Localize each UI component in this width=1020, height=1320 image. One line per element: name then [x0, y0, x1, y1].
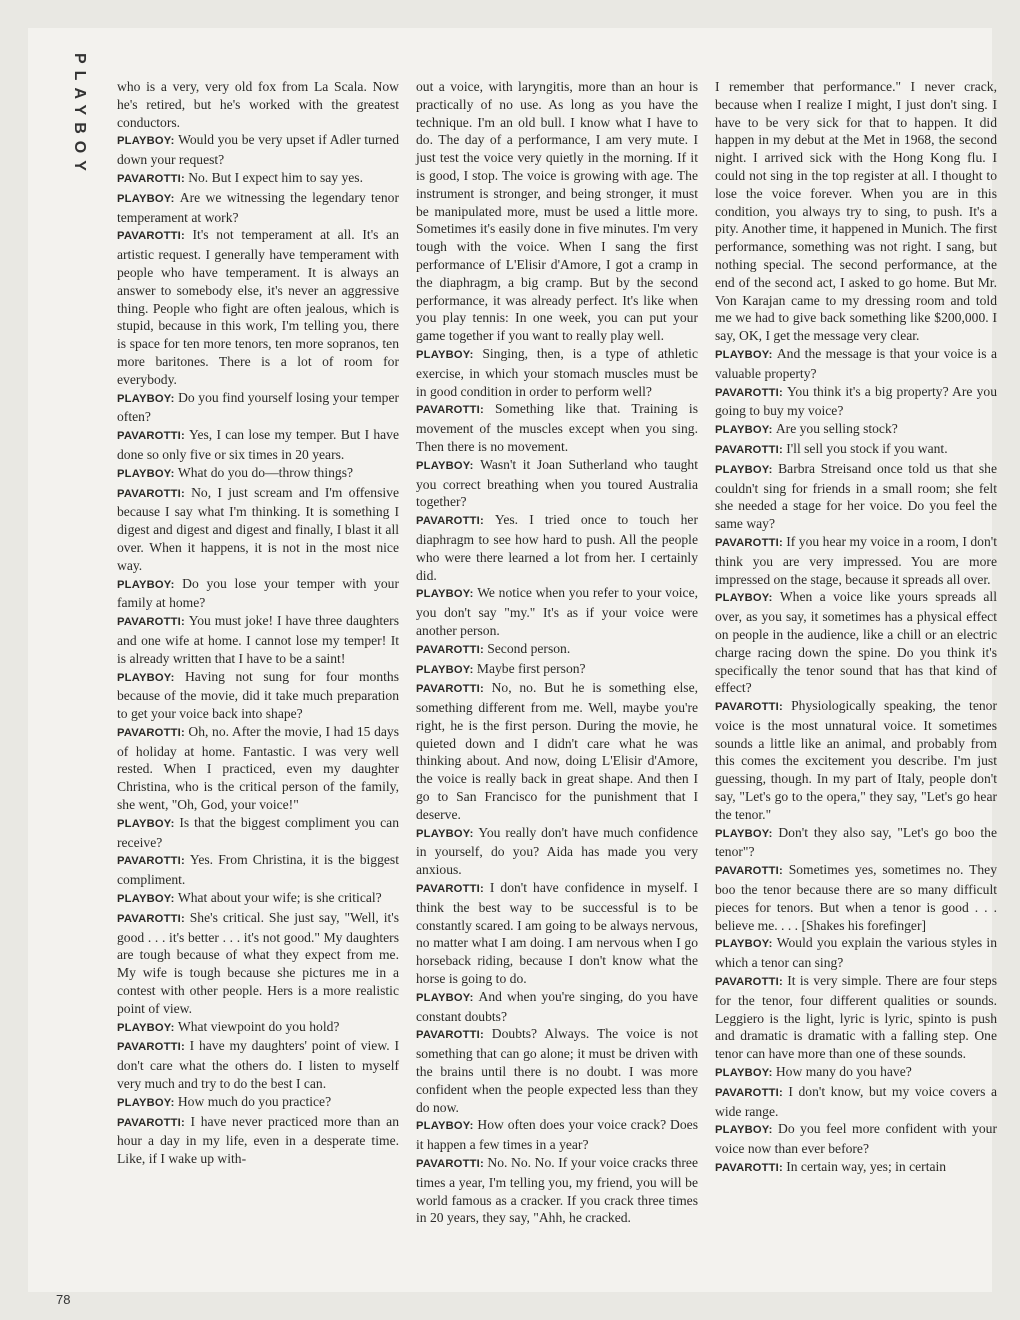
- speaker-label: PAVAROTTI:: [715, 1162, 783, 1175]
- interview-paragraph-pavarotti: [715, 697, 997, 824]
- interview-paragraph-playboy: [416, 456, 698, 511]
- speaker-label: PAVAROTTI:: [117, 230, 185, 243]
- interview-paragraph-playboy: [117, 1018, 399, 1038]
- paragraph-text: How many do you have?: [775, 1064, 912, 1080]
- speaker-label: PLAYBOY:: [117, 671, 175, 684]
- interview-paragraph-playboy: [117, 464, 399, 484]
- speaker-label: PLAYBOY:: [715, 1124, 773, 1137]
- text-column-3: [715, 78, 997, 1178]
- paragraph-text: Would you explain the various styles in which a tenor can sing?: [715, 935, 998, 971]
- paragraph-text: Having not sung for four months because of the movie, did it take much preparation to get your voice back into shape?: [117, 668, 399, 722]
- paragraph-text: Doubts? Always. The voice is not something that can go alone; it must be driven with the brains until there is no doubt. I was more confident when the people expected less than they do now.: [416, 1026, 698, 1115]
- page-number: 78: [56, 1292, 71, 1307]
- paragraph-text: She's critical. She just say, "Well, it's good . . . it's better . . . it's not good." My daughters are tough because of what they expect from me. My wife is tough because she pictures me in a contest with other people. Hers is a more realistic point of view.: [117, 909, 400, 1016]
- paragraph-text: Wasn't it Joan Sutherland who taught you correct breathing when you toured Australia together?: [416, 456, 698, 510]
- interview-paragraph-pavarotti: [117, 484, 399, 575]
- speaker-label: PLAYBOY:: [117, 817, 175, 830]
- speaker-label: PLAYBOY:: [117, 467, 175, 480]
- speaker-label: PAVAROTTI:: [715, 386, 783, 399]
- paragraph-text: Yes, I can lose my temper. But I have done so only five or six times in 20 years.: [117, 427, 399, 462]
- text-column-2: [416, 78, 698, 1227]
- paragraph-text: Something like that. Training is movement of the muscles except when you sing. Then there is no movement.: [416, 401, 698, 454]
- paragraph-text: In certain way, yes; in certain: [786, 1159, 947, 1175]
- interview-paragraph-playboy: [715, 934, 997, 972]
- paragraph-text: And the message is that your voice is a valuable property?: [715, 345, 997, 381]
- interview-paragraph-playboy: [117, 575, 399, 613]
- magazine-page: [28, 28, 998, 1307]
- interview-paragraph-pavarotti: [715, 1158, 997, 1178]
- interview-paragraph-playboy: [715, 1120, 997, 1158]
- speaker-label: PLAYBOY:: [416, 459, 474, 472]
- interview-paragraph-playboy: [715, 345, 997, 383]
- speaker-label: PAVAROTTI:: [715, 976, 783, 989]
- speaker-label: PLAYBOY:: [117, 1096, 175, 1109]
- paragraph-text: I have never practiced more than an hour a day in my life, even in a desperate time. Like, if I wake up with-: [117, 1113, 399, 1167]
- speaker-label: PLAYBOY:: [416, 588, 474, 601]
- interview-paragraph-pavarotti: [117, 723, 399, 814]
- speaker-label: PLAYBOY:: [715, 827, 773, 840]
- paragraph-text: Are you selling stock?: [775, 421, 898, 437]
- interview-paragraph-playboy: [117, 131, 399, 169]
- speaker-label: PLAYBOY:: [715, 424, 773, 437]
- speaker-label: PLAYBOY:: [416, 991, 474, 1004]
- speaker-label: PAVAROTTI:: [416, 883, 484, 896]
- interview-paragraph-playboy: [117, 668, 399, 723]
- speaker-label: PAVAROTTI:: [715, 1086, 783, 1099]
- paragraph-text: No. But I expect him to say yes.: [188, 169, 363, 185]
- interview-paragraph-pavarotti: [416, 879, 698, 988]
- interview-paragraph-continued: [715, 78, 997, 345]
- paragraph-text: Singing, then, is a type of athletic exercise, in which your stomach muscles must be in good condition in order to perform well?: [416, 345, 698, 399]
- interview-paragraph-pavarotti: [117, 169, 399, 189]
- interview-paragraph-pavarotti: [416, 1025, 698, 1116]
- speaker-label: PAVAROTTI:: [117, 1116, 185, 1129]
- paragraph-text: Do you feel more confident with your voice now than ever before?: [715, 1121, 998, 1157]
- paragraph-text: Sometimes yes, sometimes no. They boo the tenor because there are so many difficult pieces for tenors. But when a tenor is good . . . believe me. . . . [Shakes his forefinger]: [715, 862, 998, 933]
- interview-paragraph-pavarotti: [715, 972, 997, 1063]
- speaker-label: PLAYBOY:: [117, 392, 175, 405]
- interview-paragraph-pavarotti: [117, 426, 399, 464]
- speaker-label: PAVAROTTI:: [416, 515, 484, 528]
- paragraph-text: How often does your voice crack? Does it happen a few times in a year?: [416, 1117, 698, 1153]
- speaker-label: PAVAROTTI:: [117, 172, 185, 185]
- interview-paragraph-playboy: [416, 824, 698, 879]
- interview-paragraph-pavarotti: [117, 612, 399, 667]
- paragraph-text: How much do you practice?: [177, 1093, 332, 1109]
- speaker-label: PAVAROTTI:: [117, 726, 185, 739]
- paragraph-text: Barbra Streisand once told us that she couldn't sing for friends in a small room; she felt she needed a stage for her voice. Do you feel the same way?: [715, 460, 997, 532]
- paragraph-text: Are we witnessing the legendary tenor temperament at work?: [117, 189, 399, 225]
- interview-paragraph-playboy: [715, 824, 997, 862]
- speaker-label: PAVAROTTI:: [416, 683, 484, 696]
- speaker-label: PLAYBOY:: [117, 893, 175, 906]
- speaker-label: PAVAROTTI:: [416, 1029, 484, 1042]
- speaker-label: PAVAROTTI:: [117, 430, 185, 443]
- speaker-label: PLAYBOY:: [715, 592, 773, 605]
- paragraph-text: And when you're singing, do you have constant doubts?: [416, 988, 698, 1024]
- speaker-label: PAVAROTTI:: [117, 912, 185, 925]
- interview-paragraph-playboy: [416, 584, 698, 639]
- paragraph-text: out a voice, with laryngitis, more than an hour is practically of no use. As long as you have the technique. I'm an old bull. I know what I have to do. The day of a performance, I am very mute. I just test the voice very quietly in the morning. If it is good, I stop. The voice is growing with age. The instrument is stronger, and being stronger, it must be manipulated more, must be used a little more. Sometimes it's easily done in five minutes. I'm very tough with the voice. When I sang the first performance of L'Elisir d'Amore, I got a cramp in the diaphragm, a big cramp. But by the second performance, it was already perfect. It's like when you play tennis: In one week, you can put your game together if you want to really play well.: [416, 79, 698, 344]
- speaker-label: PLAYBOY:: [416, 348, 474, 361]
- interview-paragraph-playboy: [117, 389, 399, 427]
- speaker-label: PLAYBOY:: [715, 463, 773, 476]
- speaker-label: PAVAROTTI:: [117, 1041, 185, 1054]
- speaker-label: PLAYBOY:: [715, 1067, 773, 1080]
- interview-paragraph-pavarotti: [416, 679, 698, 823]
- paragraph-text: I have my daughters' point of view. I don't care what the others do. I listen to myself very much and try to do the best I can.: [117, 1038, 399, 1092]
- interview-paragraph-playboy: [117, 889, 399, 909]
- paragraph-text: Maybe first person?: [476, 660, 586, 676]
- paragraph-text: You think it's a big property? Are you going to buy my voice?: [715, 383, 997, 419]
- speaker-label: PLAYBOY:: [715, 938, 773, 951]
- interview-paragraph-playboy: [715, 588, 997, 697]
- interview-paragraph-playboy: [416, 660, 698, 680]
- interview-paragraph-pavarotti: [715, 533, 997, 588]
- paragraph-text: Do you find yourself losing your temper often?: [117, 389, 399, 425]
- interview-paragraph-playboy: [416, 1116, 698, 1154]
- magazine-side-label: PLAYBOY: [71, 53, 88, 178]
- paragraph-text: You really don't have much confidence in yourself, do you? Aida has made you very anxious.: [416, 824, 699, 878]
- paragraph-text: What about your wife; is she critical?: [177, 890, 382, 906]
- interview-paragraph-continued: [117, 78, 399, 131]
- paragraph-text: Oh, no. After the movie, I had 15 days of holiday at home. Fantastic. I was very well rested. When I practiced, even my daughter Christina, who is the critical person of the family, she went, "Oh, God, your voice!": [117, 723, 399, 813]
- paragraph-text: We notice when you refer to your voice, you don't say "my." It's as if your voice were another person.: [416, 585, 699, 638]
- interview-paragraph-pavarotti: [416, 400, 698, 455]
- paragraph-text: I don't know, but my voice covers a wide range.: [715, 1083, 997, 1119]
- speaker-label: PLAYBOY:: [416, 663, 474, 676]
- paragraph-text: Would you be very upset if Adler turned down your request?: [117, 132, 399, 168]
- paragraph-text: Yes. I tried once to touch her diaphragm to see how hard to push. All the people who were there learned a lot from her. I certainly did.: [416, 512, 698, 583]
- paragraph-text: If you hear my voice in a room, I don't think you are very impressed. You are more impressed on the stage, because it spreads all over.: [715, 533, 997, 587]
- speaker-label: PAVAROTTI:: [117, 487, 185, 500]
- interview-paragraph-pavarotti: [416, 1154, 698, 1227]
- paragraph-text: It is very simple. There are four steps for the tenor, four different qualities or sounds. Leggiero is the light, lyric is lyric, spinto is push and dramatic is dramatic with a falling step. One tenor can have more than one of these sounds.: [715, 973, 997, 1062]
- paragraph-text: No, no. But he is something else, something different from me. Well, maybe you're right, he is the first person. During the movie, he quieted down and I didn't care what he was thinking about. And now, doing L'Elisir d'Amore, the voice is really back in great shape. And then I go to San Francisco for the punishment that I deserve.: [416, 680, 698, 822]
- paragraph-text: When a voice like yours spreads all over, as you say, it sometimes has a physical effect on people in the audience, like a chill or an electric charge racing down the spine. Do you think it's specifically the tenor sound that has that kind of effect?: [715, 589, 997, 696]
- paragraph-text: No. No. No. If your voice cracks three times a year, I'm telling you, my friend, you will be world famous as a cracker. If you crack three times in 20 years, they say, "Ahh, he cracked.: [416, 1155, 698, 1226]
- speaker-label: PAVAROTTI:: [416, 404, 484, 417]
- speaker-label: PAVAROTTI:: [715, 443, 783, 456]
- paragraph-text: Physiologically speaking, the tenor voice is the most unnatural voice. It sometimes sounds a little like an animal, and probably from this comes the excitement you describe. I'm just guessing, though. In my part of Italy, people don't say, "Let's go to the opera," they say, "Let's go hear the tenor.": [715, 698, 997, 822]
- paragraph-text: Yes. From Christina, it is the biggest compliment.: [117, 852, 399, 888]
- interview-paragraph-playboy: [715, 420, 997, 440]
- speaker-label: PLAYBOY:: [416, 827, 474, 840]
- interview-paragraph-playboy: [715, 1063, 997, 1083]
- paragraph-text: What viewpoint do you hold?: [177, 1018, 340, 1034]
- speaker-label: PAVAROTTI:: [715, 865, 783, 878]
- paragraph-text: No, I just scream and I'm offensive because I say what I'm thinking. It is something I digest and digest and digest and finally, I blast it all over. When it happens, it is not in the most nice way.: [117, 484, 399, 573]
- interview-paragraph-pavarotti: [117, 1037, 399, 1092]
- interview-paragraph-pavarotti: [715, 861, 997, 934]
- interview-paragraph-playboy: [416, 988, 698, 1026]
- speaker-label: PLAYBOY:: [117, 578, 175, 591]
- interview-paragraph-playboy: [117, 1093, 399, 1113]
- speaker-label: PAVAROTTI:: [715, 701, 783, 714]
- paragraph-text: What do you do—throw things?: [177, 464, 354, 480]
- interview-paragraph-pavarotti: [715, 1083, 997, 1121]
- paragraph-text: It's not temperament at all. It's an artistic request. I generally have temperament with people who have temperament. It is always an answer to somebody else, it's never an aggressive thing. People who fight are often jealous, which is stupid, because in this work, I'm telling you, there is space for ten more tenors, ten more sopranos, ten more baritones. There is a lot of room for everybody.: [117, 227, 399, 387]
- speaker-label: PAVAROTTI:: [416, 643, 484, 656]
- interview-paragraph-pavarotti: [715, 440, 997, 460]
- speaker-label: PLAYBOY:: [715, 348, 773, 361]
- interview-paragraph-playboy: [117, 814, 399, 852]
- speaker-label: PAVAROTTI:: [117, 855, 185, 868]
- paragraph-text: Second person.: [487, 640, 571, 656]
- interview-paragraph-pavarotti: [117, 1113, 399, 1168]
- interview-paragraph-pavarotti: [117, 226, 399, 388]
- speaker-label: PLAYBOY:: [117, 1021, 175, 1034]
- speaker-label: PAVAROTTI:: [416, 1158, 484, 1171]
- speaker-label: PAVAROTTI:: [117, 616, 185, 629]
- speaker-label: PLAYBOY:: [117, 192, 175, 205]
- interview-paragraph-playboy: [416, 345, 698, 400]
- paragraph-text: Don't they also say, "Let's go boo the tenor"?: [715, 824, 997, 860]
- speaker-label: PLAYBOY:: [117, 135, 175, 148]
- paragraph-text: Do you lose your temper with your family at home?: [117, 575, 399, 611]
- interview-paragraph-pavarotti: [416, 640, 698, 660]
- interview-paragraph-pavarotti: [117, 909, 399, 1018]
- paragraph-text: I remember that performance." I never crack, because when I realize I might, I just don't sing. I have to be very sick for that to happen. It did happen in my debut at the Met in 1968, the second night. I arrived sick with the Hong Kong flu. I could not sing in the top register at all. I thought to lose the voice forever. When you are in this condition, you always try to sing, to push. It's a pity. Another time, it happened in Munich. The first performance, something was not right. I sang, but nothing special. The second performance, at the end of the second act, I asked to go home. But Mr. Von Karajan came to my dressing room and told me we had to give back something like $200,000. I say, OK, I get the message very clear.: [715, 79, 997, 344]
- interview-paragraph-pavarotti: [117, 851, 399, 889]
- interview-paragraph-playboy: [117, 189, 399, 227]
- interview-paragraph-pavarotti: [715, 383, 997, 421]
- interview-paragraph-continued: [416, 78, 698, 345]
- speaker-label: PAVAROTTI:: [715, 536, 783, 549]
- paragraph-text: who is a very, very old fox from La Scala. Now he's retired, but he's worked with the greatest conductors.: [117, 79, 399, 130]
- interview-paragraph-pavarotti: [416, 511, 698, 584]
- speaker-label: PLAYBOY:: [416, 1120, 474, 1133]
- paragraph-text: You must joke! I have three daughters and one wife at home. I cannot lose my temper! It is already written that I have to be a saint!: [117, 613, 400, 666]
- paragraph-text: I'll sell you stock if you want.: [786, 440, 948, 456]
- text-column-1: [117, 78, 399, 1168]
- interview-paragraph-playboy: [715, 460, 997, 533]
- paragraph-text: I don't have confidence in myself. I think the best way to be successful is to be constantly scared. I am going to be always nervous, no matter what I am doing. I am nervous when I go horseback riding, because I don't know what the horse is going to do.: [416, 880, 698, 987]
- paragraph-text: Is that the biggest compliment you can receive?: [117, 814, 399, 850]
